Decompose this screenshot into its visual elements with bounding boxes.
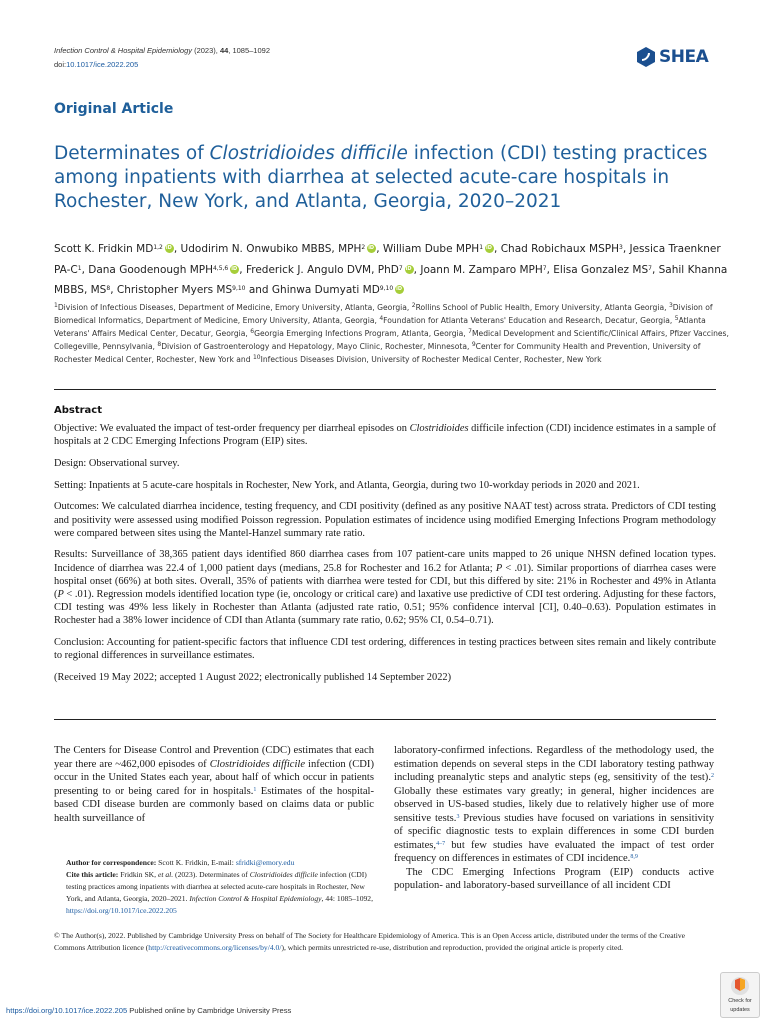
title-italic: Clostridioides difficile (209, 143, 408, 164)
affiliation-text: Rollins School of Public Health, Emory University, Atlanta Georgia, (415, 303, 669, 312)
ref-link-8-9[interactable]: 8,9 (630, 854, 638, 860)
author-name: Chad Robichaux MSPH (500, 243, 619, 255)
copyright-notice: © The Author(s), 2022. Published by Cambridge University Press on behalf of The Society for Healthcare Epidemiology of America. This is an Open Access article, distributed under the terms of the Creative Commons Attribution licence (http://creativecommons.org/licenses/by/4.0/), which permits unrestricted re-use, distribution and reproduction, provided the original article is properly cited. (54, 931, 686, 952)
affiliation-number: 3 (668, 302, 673, 309)
footer-doi-link[interactable]: https://doi.org/10.1017/ice.2022.205 (6, 1006, 128, 1015)
author-affiliation-sup: 1,2 (153, 244, 163, 251)
affiliation-text: Center for Community Health and Prevention, University of Rochester Medical Center, Rochester, New York and (54, 342, 701, 364)
check-updates-label-1: Check for (728, 998, 752, 1004)
author-separator: , (376, 243, 383, 255)
author-name: William Dube MPH (382, 243, 480, 255)
abstract-objective: Objective: We evaluated the impact of test-order frequency per diarrheal episodes on Clostridioides difficile infection (CDI) incidence estimates in a sample of hospitals at 2 CDC Emerging Infections Program (EIP) sites. (54, 423, 717, 448)
author-list (54, 239, 730, 301)
divider-top (54, 389, 716, 390)
author-affiliation-sup: 4,5,6 (212, 264, 229, 272)
author-name: Jessica Traenkner PA-C (54, 243, 721, 276)
check-for-updates-button[interactable] (720, 972, 760, 1018)
author-separator: and (245, 284, 272, 296)
affiliation-number: 7 (468, 328, 472, 335)
orcid-icon[interactable] (165, 244, 174, 253)
author-name: Scott K. Fridkin MD (54, 243, 154, 255)
orcid-icon[interactable] (405, 265, 414, 274)
shea-logo-icon (636, 46, 656, 68)
author-affiliation-sup: 8 (106, 285, 111, 292)
affiliation-text: Atlanta Veterans' Affairs Medical Center, Decatur, Georgia, (54, 316, 706, 338)
cite-this-article: Cite this article: Fridkin SK, et al. (2023). Determinates of Clostridioides difficile infection (CDI) testing practices among inpatients with diarrhea at selected acute-care hospitals in Rochester, New York, and Atlanta, Georgia, 2020–2021. Infection Control & Hospital Epidemiology, 44: 1085–1092, https://doi.org/10.1017/ice.2022.205 (66, 870, 373, 915)
article-title (54, 142, 734, 214)
affiliation-text: Georgia Emerging Infections Program, Atlanta, Georgia, (254, 329, 469, 338)
divider-bottom (54, 719, 716, 720)
body-column-left (54, 744, 374, 825)
body-column-right (394, 744, 714, 893)
author-name: Ghinwa Dumyati MD (271, 284, 380, 296)
affiliation-number: 10 (252, 354, 261, 361)
affiliation-text: Medical Development and Scientific/Clinical Affairs, Pfizer Vaccines, Collegeville, Pennsylvania, (54, 329, 729, 351)
author-correspondence: Author for correspondence: Scott K. Fridkin, E-mail: sfridki@emory.edu (66, 858, 295, 867)
author-separator: , (81, 263, 89, 276)
author-affiliation-sup: 7 (648, 264, 652, 272)
journal-volume: 44 (219, 46, 229, 55)
author-separator: , (110, 284, 117, 296)
affiliation-text: Division of Biomedical Informatics, Department of Medicine, Emory University, Atlanta, Georgia, (54, 303, 713, 325)
journal-year: (2023), (192, 46, 220, 55)
abstract-design: Design: Observational survey. (54, 457, 180, 469)
author-separator: , (413, 263, 421, 276)
shea-logo-text: SHEA (659, 47, 709, 67)
author-affiliation-sup: 1 (77, 264, 82, 272)
author-separator: , (173, 243, 181, 255)
check-updates-label-2: updates (730, 1006, 750, 1013)
intro-paragraph: The Centers for Disease Control and Prevention (CDC) estimates that each year there are ~462,000 episodes of Clostridioides difficile infection (CDI) occur in the United States each year, about half of which occur in patients presenting to or being cared for in hospitals.$^1$ Estimates of the hospital-based CDI disease burden are commonly based on claims data or public health surveillance of (54, 745, 375, 824)
ref-link-3[interactable]: 3 (456, 813, 460, 820)
author-separator: , (651, 263, 659, 276)
title-part-1: Determinates of (54, 143, 210, 164)
abstract-results: Results: Surveillance of 38,365 patient days identified 860 diarrhea cases from 107 patient-care units mapped to 26 unique NHSN defined location types. Incidence of diarrhea was 22.4 of 1,000 patient days (medians, 25.8 for Rochester and 16.2 for Atlanta; P < .01). Similar proportions of diarrhea cases were hospital onset (66%) at both sites. Overall, 35% of patients with diarrhea were tested for CDI, but this differed by site: 21% in Rochester and 49% in Atlanta (P < .01). Regression models identified location type (ie, oncology or critical care) and laxative use predictive of CDI test ordering. Adjusting for these factors, CDI testing was 49% less likely in Rochester than Atlanta (adjusted rate ratio, 0.51; 95% confidence interval [CI], 0.40–0.63). Population estimates in Rochester had a 38% lower incidence of CDI than Atlanta (summary rate ratio, 0.62; 95% CI, 0.54–0.71). (54, 549, 716, 627)
author-affiliation-sup: 2 (361, 244, 366, 251)
affiliation-number: 9 (471, 341, 476, 348)
author-affiliation-sup: 7 (542, 264, 547, 272)
orcid-icon[interactable] (230, 265, 239, 274)
ref-link-2[interactable]: 2 (711, 773, 714, 779)
footer-text: Published online by Cambridge University Press (127, 1006, 292, 1015)
body-paragraph-2: The CDC Emerging Infections Program (EIP) conducts active population- and laboratory-based surveillance of all incident CDI (394, 866, 714, 891)
journal-pages: , 1085–1092 (228, 46, 270, 55)
affiliation-number: 2 (411, 302, 416, 309)
doi-prefix: doi: (54, 60, 67, 69)
affiliation-text: Division of Infectious Diseases, Department of Medicine, Emory University, Atlanta, Georgia, (57, 303, 412, 312)
email-link[interactable]: sfridki@emory.edu (235, 858, 295, 867)
affiliation-number: 1 (54, 302, 58, 309)
author-affiliation-sup: 9,10 (232, 285, 246, 292)
affiliations (54, 301, 730, 366)
abstract-outcomes: Outcomes: We calculated diarrhea incidence, testing frequency, and CDI positivity (defined as any positive NAAT test) across strata. Predictors of CDI testing and positivity were assessed using modified Poisson regression. Population estimates of incidence using modified Emerging Infections Program methodology were compared between sites using the Mantel-Hanzel summary rate ratio. (54, 501, 716, 539)
author-name: Sahil Khanna MBBS, MS (54, 263, 728, 296)
affiliation-number: 5 (674, 315, 679, 322)
shea-logo (636, 46, 708, 68)
doi-link[interactable]: 10.1017/ice.2022.205 (66, 60, 139, 69)
abstract-heading: Abstract (54, 405, 103, 416)
license-link[interactable]: http://creativecommons.org/licenses/by/4.0/ (148, 942, 282, 952)
title-part-2: infection (CDI) testing practices among inpatients with diarrhea at selected acute-care hospitals in Rochester, New York, and Atlanta, Georgia, 2020–2021 (54, 143, 708, 212)
author-name: Dana Goodenough MPH (88, 263, 213, 276)
abstract-conclusion: Conclusion: Accounting for patient-specific factors that influence CDI test ordering, differences in testing practices between sites remain and likely contribute to regional differences in surveillance estimates. (54, 637, 716, 662)
affiliation-number: 8 (157, 341, 162, 348)
check-updates-icon (730, 976, 750, 996)
abstract-setting: Setting: Inpatients at 5 acute-care hospitals in Rochester, New York, and Atlanta, Georgia, during two 10-workday periods in 2020 and 2021. (54, 479, 640, 491)
author-separator: , (239, 263, 246, 276)
orcid-icon[interactable] (367, 244, 376, 253)
affiliation-number: 6 (250, 328, 255, 335)
ref-link-1[interactable]: 1 (253, 786, 257, 793)
article-type: Original Article (54, 101, 174, 117)
ref-link-4-7[interactable]: 4–7 (436, 840, 446, 847)
author-affiliation-sup: 7 (398, 264, 403, 272)
author-separator: , (494, 243, 501, 255)
author-separator: , (546, 263, 554, 276)
author-name: Elisa Gonzalez MS (553, 263, 649, 276)
page-footer (6, 1006, 291, 1015)
author-affiliation-sup: 1 (479, 244, 484, 251)
abstract-body (54, 422, 716, 693)
affiliation-text: Division of Gastroenterology and Hepatology, Mayo Clinic, Rochester, Minnesota, (161, 342, 472, 351)
journal-citation-line (54, 46, 270, 55)
body-paragraph-1: laboratory-confirmed infections. Regardless of the methodology used, the estimation depends on several steps in the CDI laboratory testing pathway including preanalytic steps and analytic steps (eg, sensitivity of the test).$^2$ Globally these estimates vary greatly; in general, higher incidences are observed in US-based studies, likely due to relatively higher use of more sensitive tests.$^3$ Previous studies have focused on variations in sensitivity of specific diagnostic tests to explain differences in some CDI burden estimates,$^{4-7}$ but few studies have evaluated the impact of test order frequency on differences in estimates of CDI incidence.$^{8,9}$ (394, 745, 714, 864)
orcid-icon[interactable] (395, 285, 404, 294)
correspondence-block (54, 857, 374, 917)
author-name: Christopher Myers MS (116, 284, 233, 296)
journal-name: Infection Control & Hospital Epidemiology (54, 46, 192, 55)
affiliation-number: 4 (379, 315, 384, 322)
author-affiliation-sup: 9,10 (379, 285, 394, 292)
author-name: Udodirim N. Onwubiko MBBS, MPH (180, 243, 362, 255)
author-name: Frederick J. Angulo DVM, PhD (245, 263, 399, 276)
doi-line (54, 60, 138, 69)
author-name: Joann M. Zamparo MPH (420, 263, 543, 276)
orcid-icon[interactable] (485, 244, 494, 253)
cite-doi-link[interactable]: https://doi.org/10.1017/ice.2022.205 (66, 906, 177, 915)
received-dates: (Received 19 May 2022; accepted 1 August 2022; electronically published 14 September 2022) (54, 672, 452, 684)
affiliation-text: Foundation for Atlanta Veterans' Education and Research, Decatur, Georgia, (383, 316, 675, 325)
author-affiliation-sup: 3 (618, 244, 623, 251)
affiliation-text: Infectious Diseases Division, University of Rochester Medical Center, Rochester, New York (260, 355, 602, 364)
author-separator: , (622, 243, 630, 255)
